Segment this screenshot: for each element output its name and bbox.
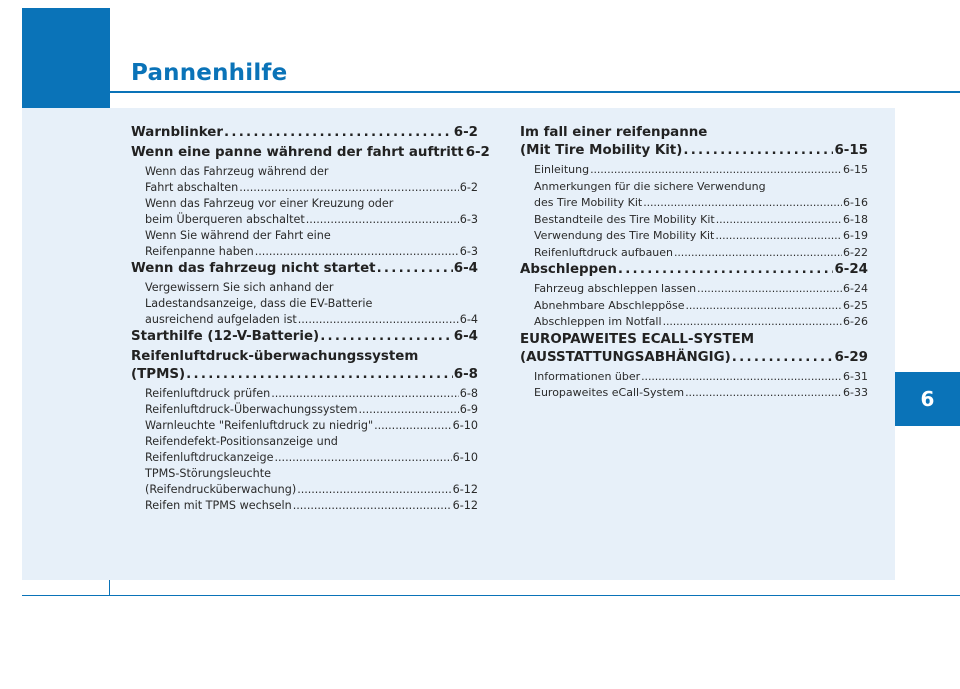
toc-subsection-entry[interactable] [520,281,868,298]
dot-leader [224,124,453,142]
toc-section-entry[interactable] [520,261,868,279]
toc-subsection-entry[interactable] [520,179,868,212]
toc-entry-title: Abschleppen [520,262,617,277]
toc-subsection-entry[interactable] [520,298,868,315]
corner-block [22,8,109,108]
toc-entry-title-line: Vergewissern Sie sich anhand der [145,281,334,294]
dot-leader [239,180,458,196]
toc-entry-title: Reifen mit TPMS wechseln [145,499,292,512]
toc-right-column [520,124,868,402]
toc-subsection-entry[interactable] [131,280,478,328]
dot-leader [271,386,459,402]
toc-page-number: 6-4 [453,329,478,344]
toc-page-number: 6-10 [452,451,478,464]
toc-entry-title: des Tire Mobility Kit [534,196,643,209]
toc-subsection-entry[interactable] [131,196,478,228]
toc-page-number: 6-2 [459,181,478,194]
toc-page-number: 6-18 [843,212,868,226]
toc-section-entry[interactable] [131,348,478,384]
dot-leader [716,212,842,229]
dot-leader [293,498,452,514]
toc-page-number: 6-4 [453,261,478,276]
toc-entry-title: beim Überqueren abschaltet [145,213,305,226]
toc-entry-title: Einleitung [534,163,590,176]
toc-entry-title-line: Wenn das Fahrzeug während der [145,165,329,178]
toc-entry-title: Abnehmbare Abschleppöse [534,298,685,312]
toc-subsection-entry[interactable] [520,212,868,229]
toc-subsection-entry[interactable] [131,418,478,434]
toc-page-number: 6-3 [459,245,478,258]
toc-section-entry[interactable] [131,260,478,278]
toc-page-number: 6-12 [452,499,478,512]
toc-subsection-entry[interactable] [520,245,868,262]
toc-section-entry[interactable] [131,124,478,142]
toc-entry-title: Warnblinker [131,125,223,140]
toc-page-number: 6-16 [843,196,868,209]
toc-entry-title: (Mit Tire Mobility Kit) [520,143,683,158]
dot-leader [320,328,453,346]
dot-leader [674,245,842,262]
toc-entry-title: Fahrzeug abschleppen lassen [534,282,697,295]
toc-entry-title: Warnleuchte "Reifenluftdruck zu niedrig" [145,419,374,432]
toc-section-entry[interactable] [131,328,478,346]
toc-subsection-entry[interactable] [520,369,868,386]
toc-subsection-entry[interactable] [520,314,868,331]
dot-leader [663,314,842,331]
dot-leader [618,261,834,279]
dot-leader [306,212,459,228]
toc-entry-title: Informationen über [534,369,641,383]
toc-page-number: 6-15 [834,143,868,158]
dot-leader [732,349,834,367]
dot-leader [298,312,459,328]
toc-entry-title-line: Wenn das Fahrzeug vor einer Kreuzung oder [145,197,394,210]
toc-entry-title: Reifenpanne haben [145,245,254,258]
toc-page-number: 6-4 [459,313,478,326]
toc-subsection-entry[interactable] [131,386,478,402]
toc-entry-title-line: Reifendefekt-Positionsanzeige und [145,435,338,448]
dot-leader [359,402,459,418]
toc-subsection-entry[interactable] [520,228,868,245]
toc-page-number: 6-19 [843,229,868,242]
toc-entry-title: Reifenluftdruck prüfen [145,387,271,400]
toc-page-number: 6-33 [843,386,868,399]
toc-left-column [131,124,490,514]
toc-entry-title: Fahrt abschalten [145,181,239,194]
dot-leader [643,195,842,212]
toc-entry-title: (Reifendrucküberwachung) [145,483,297,496]
toc-entry-title-line: TPMS-Störungsleuchte [145,467,272,480]
toc-subsection-entry[interactable] [131,498,478,514]
toc-entry-title: (AUSSTATTUNGSABHÄNGIG) [520,349,731,365]
dot-leader [374,418,451,434]
toc-page-number: 6-9 [459,403,478,416]
toc-page-number: 6-22 [843,245,868,259]
toc-page-number: 6-31 [843,369,868,383]
toc-page-number: 6-12 [452,483,478,496]
toc-subsection-entry[interactable] [520,162,868,179]
toc-entry-title: Reifenluftdruck aufbauen [534,245,674,259]
page-title: Pannenhilfe [131,60,288,86]
title-rule [109,91,960,93]
toc-subsection-entry[interactable] [131,228,478,260]
dot-leader [255,244,459,260]
toc-entry-title: Bestandteile des Tire Mobility Kit [534,212,715,226]
toc-section-entry[interactable] [131,144,490,162]
toc-subsection-entry[interactable] [131,402,478,418]
toc-entry-title: Europaweites eCall-System [534,386,685,399]
toc-subsection-entry[interactable] [520,385,868,402]
dot-leader [685,298,842,315]
toc-entry-title: (TPMS) [131,367,186,382]
toc-page-number: 6-29 [834,349,868,365]
toc-entry-title: ausreichend aufgeladen ist [145,313,297,326]
toc-entry-title-line: EUROPAWEITES ECALL-SYSTEM [520,331,755,347]
toc-subsection-entry[interactable] [131,434,478,466]
toc-entry-title-line: Anmerkungen für die sichere Verwendung [534,179,766,193]
toc-section-entry[interactable] [520,124,868,160]
dot-leader [186,366,453,384]
toc-page-number: 6-2 [465,145,490,160]
dot-leader [377,260,453,278]
toc-page-number: 6-8 [459,387,478,400]
dot-leader [715,228,842,245]
toc-page-number: 6-10 [452,419,478,432]
toc-page-number: 6-3 [459,213,478,226]
toc-entry-title-line: Wenn Sie während der Fahrt eine [145,229,331,242]
dot-leader [275,450,452,466]
toc-page-number: 6-24 [834,262,868,277]
toc-page-number: 6-15 [843,163,868,176]
toc-entry-title-line: Ladestandsanzeige, dass die EV-Batterie [145,297,373,310]
dot-leader [683,142,833,160]
dot-leader [685,385,842,402]
toc-page-number: 6-8 [453,367,478,382]
dot-leader [590,162,842,179]
toc-entry-title: Wenn eine panne während der fahrt auftritt [131,145,464,160]
toc-entry-title: Reifenluftdruck-Überwachungssystem [145,403,358,416]
dot-leader [641,369,842,386]
dot-leader [297,482,451,498]
toc-entry-title: Wenn das fahrzeug nicht startet [131,261,376,276]
dot-leader [697,281,842,298]
toc-entry-title-line: Im fall einer reifenpanne [520,125,708,140]
toc-page-number: 6-24 [843,282,868,295]
toc-entry-title: Starthilfe (12-V-Batterie) [131,329,320,344]
chapter-tab[interactable]: 6 [895,372,960,426]
toc-subsection-entry[interactable] [131,466,478,498]
bottom-rule [22,595,960,596]
toc-entry-title: Verwendung des Tire Mobility Kit [534,229,715,242]
toc-entry-title: Reifenluftdruckanzeige [145,451,274,464]
toc-subsection-entry[interactable] [131,164,478,196]
toc-page-number: 6-26 [843,315,868,328]
toc-page-number: 6-25 [843,298,868,312]
toc-entry-title: Abschleppen im Notfall [534,315,662,328]
toc-page-number: 6-2 [453,125,478,140]
toc-section-entry[interactable] [520,331,868,367]
toc-entry-title-line: Reifenluftdruck-überwachungssystem [131,349,419,364]
